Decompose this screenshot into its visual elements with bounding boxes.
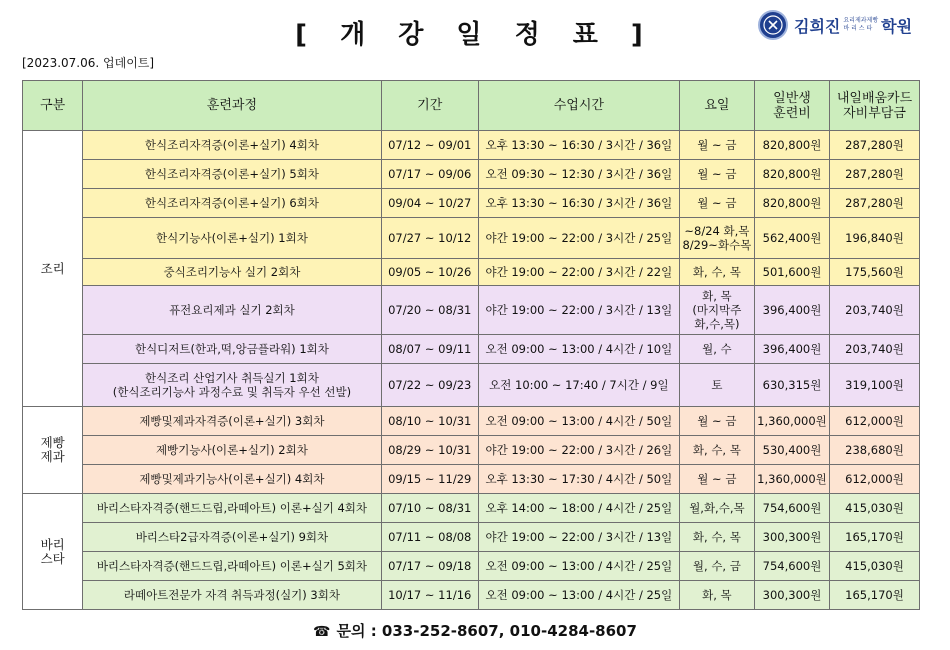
days-cell: 월 ~ 금 xyxy=(679,189,754,218)
course-cell: 제빵기능사(이론+실기) 2회차 xyxy=(83,436,381,465)
table-row xyxy=(23,523,920,552)
fee-cell: 300,300원 xyxy=(754,523,829,552)
header-course: 훈련과정 xyxy=(83,81,381,131)
fee-cell: 820,800원 xyxy=(754,189,829,218)
fee-cell: 396,400원 xyxy=(754,335,829,364)
days-cell: 월, 수, 금 xyxy=(679,552,754,581)
table-row xyxy=(23,364,920,407)
days-cell-line: (마지막주 xyxy=(692,303,742,317)
time-cell: 오후 13:30 ~ 16:30 / 3시간 / 36일 xyxy=(478,189,679,218)
card-cell: 175,560원 xyxy=(830,259,920,286)
logo-sub-line1: 요리제과제빵 xyxy=(843,17,879,24)
days-cell xyxy=(679,286,754,335)
time-cell: 오전 10:00 ~ 17:40 / 7시간 / 9일 xyxy=(478,364,679,407)
days-cell-line: 화, 목 xyxy=(702,289,732,303)
days-cell-line: 8/29~화수목 xyxy=(682,238,752,252)
card-cell: 287,280원 xyxy=(830,131,920,160)
days-cell: 월 ~ 금 xyxy=(679,160,754,189)
table-row xyxy=(23,436,920,465)
table-row xyxy=(23,335,920,364)
fee-cell: 530,400원 xyxy=(754,436,829,465)
days-cell: 월,화,수,목 xyxy=(679,494,754,523)
days-cell-line: 화,수,목) xyxy=(694,317,740,331)
category-label: 제과 xyxy=(40,449,65,464)
contact-text: 문의 : 033-252-8607, 010-4284-8607 xyxy=(336,622,637,640)
fee-cell: 754,600원 xyxy=(754,494,829,523)
logo-name: 김희진 xyxy=(794,16,841,36)
card-cell: 238,680원 xyxy=(830,436,920,465)
table-row xyxy=(23,552,920,581)
card-cell: 165,170원 xyxy=(830,581,920,610)
table-row xyxy=(23,218,920,259)
course-cell: 제빵및제과자격증(이론+실기) 3회차 xyxy=(83,407,381,436)
fee-cell: 630,315원 xyxy=(754,364,829,407)
table-row xyxy=(23,160,920,189)
table-row xyxy=(23,494,920,523)
academy-seal-icon xyxy=(758,10,788,40)
time-cell: 오전 09:00 ~ 13:00 / 4시간 / 50일 xyxy=(478,407,679,436)
category-label: 스타 xyxy=(40,550,65,566)
fee-cell: 1,360,000원 xyxy=(754,407,829,436)
fee-cell: 820,800원 xyxy=(754,131,829,160)
card-cell: 415,030원 xyxy=(830,494,920,523)
table-row xyxy=(23,581,920,610)
header-days: 요일 xyxy=(679,81,754,131)
fee-cell: 562,400원 xyxy=(754,218,829,259)
category-cell xyxy=(23,494,83,610)
schedule-table xyxy=(22,80,920,610)
days-cell: 화, 수, 목 xyxy=(679,523,754,552)
fee-cell: 501,600원 xyxy=(754,259,829,286)
course-cell: 라떼아트전문가 자격 취득과정(실기) 3회차 xyxy=(83,581,381,610)
logo-subtitle xyxy=(843,17,878,33)
time-cell: 오후 14:00 ~ 18:00 / 4시간 / 25일 xyxy=(478,494,679,523)
table-row xyxy=(23,407,920,436)
header-card xyxy=(830,81,920,131)
days-cell: 화, 수, 목 xyxy=(679,259,754,286)
fee-cell: 820,800원 xyxy=(754,160,829,189)
course-cell-line: 한식조리 산업기사 취득실기 1회차 xyxy=(145,371,319,385)
schedule-body xyxy=(23,131,920,610)
period-cell: 07/22 ~ 09/23 xyxy=(381,364,478,407)
period-cell: 08/07 ~ 09/11 xyxy=(381,335,478,364)
period-cell: 08/10 ~ 10/31 xyxy=(381,407,478,436)
time-cell: 오후 13:30 ~ 17:30 / 4시간 / 50일 xyxy=(478,465,679,494)
time-cell: 오전 09:00 ~ 13:00 / 4시간 / 10일 xyxy=(478,335,679,364)
course-cell: 바리스타자격증(핸드드립,라떼아트) 이론+실기 5회차 xyxy=(83,552,381,581)
days-cell: 월 ~ 금 xyxy=(679,465,754,494)
course-cell: 한식디저트(한과,떡,앙금플라워) 1회차 xyxy=(83,335,381,364)
time-cell: 야간 19:00 ~ 22:00 / 3시간 / 22일 xyxy=(478,259,679,286)
fee-cell: 300,300원 xyxy=(754,581,829,610)
days-cell: 화, 목 xyxy=(679,581,754,610)
period-cell: 08/29 ~ 10/31 xyxy=(381,436,478,465)
days-cell: 토 xyxy=(679,364,754,407)
period-cell: 07/27 ~ 10/12 xyxy=(381,218,478,259)
table-row xyxy=(23,189,920,218)
header-fee xyxy=(754,81,829,131)
period-cell: 07/17 ~ 09/06 xyxy=(381,160,478,189)
course-cell: 한식기능사(이론+실기) 1회차 xyxy=(83,218,381,259)
time-cell: 오전 09:00 ~ 13:00 / 4시간 / 25일 xyxy=(478,581,679,610)
category-cell xyxy=(23,131,83,407)
time-cell: 오후 13:30 ~ 16:30 / 3시간 / 36일 xyxy=(478,131,679,160)
header-category: 구분 xyxy=(23,81,83,131)
fee-cell: 396,400원 xyxy=(754,286,829,335)
time-cell: 야간 19:00 ~ 22:00 / 3시간 / 13일 xyxy=(478,523,679,552)
course-cell: 바리스타자격증(핸드드립,라떼아트) 이론+실기 4회차 xyxy=(83,494,381,523)
card-cell: 415,030원 xyxy=(830,552,920,581)
days-cell: 월 ~ 금 xyxy=(679,131,754,160)
card-cell: 196,840원 xyxy=(830,218,920,259)
period-cell: 07/12 ~ 09/01 xyxy=(381,131,478,160)
course-cell: 중식조리기능사 실기 2회차 xyxy=(83,259,381,286)
course-cell: 퓨전요리제과 실기 2회차 xyxy=(83,286,381,335)
card-cell: 319,100원 xyxy=(830,364,920,407)
days-cell: 월, 수 xyxy=(679,335,754,364)
card-cell: 287,280원 xyxy=(830,189,920,218)
header-fee-line2: 훈련비 xyxy=(773,105,811,121)
period-cell: 09/15 ~ 11/29 xyxy=(381,465,478,494)
course-cell: 한식조리자격증(이론+실기) 4회차 xyxy=(83,131,381,160)
course-cell-line: (한식조리기능사 과정수료 및 취득자 우선 선발) xyxy=(112,385,352,399)
card-cell: 203,740원 xyxy=(830,335,920,364)
period-cell: 07/11 ~ 08/08 xyxy=(381,523,478,552)
course-cell: 한식조리자격증(이론+실기) 6회차 xyxy=(83,189,381,218)
period-cell: 07/20 ~ 08/31 xyxy=(381,286,478,335)
time-cell: 오전 09:00 ~ 13:00 / 4시간 / 25일 xyxy=(478,552,679,581)
days-cell xyxy=(679,218,754,259)
course-cell xyxy=(83,364,381,407)
period-cell: 09/04 ~ 10/27 xyxy=(381,189,478,218)
page-title: [ 개 강 일 정 표 ] xyxy=(295,20,655,50)
header-row xyxy=(23,81,920,131)
card-cell: 165,170원 xyxy=(830,523,920,552)
category-label: 조리 xyxy=(40,260,65,276)
category-label: 제빵 xyxy=(40,435,65,450)
days-cell-line: ~8/24 화,목 xyxy=(684,224,750,238)
contact-info xyxy=(0,620,950,641)
card-cell: 203,740원 xyxy=(830,286,920,335)
period-cell: 09/05 ~ 10/26 xyxy=(381,259,478,286)
academy-logo xyxy=(758,8,920,42)
card-cell: 612,000원 xyxy=(830,407,920,436)
header-period: 기간 xyxy=(381,81,478,131)
time-cell: 야간 19:00 ~ 22:00 / 3시간 / 26일 xyxy=(478,436,679,465)
period-cell: 10/17 ~ 11/16 xyxy=(381,581,478,610)
period-cell: 07/10 ~ 08/31 xyxy=(381,494,478,523)
course-cell: 바리스타2급자격증(이론+실기) 9회차 xyxy=(83,523,381,552)
time-cell: 야간 19:00 ~ 22:00 / 3시간 / 25일 xyxy=(478,218,679,259)
category-cell xyxy=(23,407,83,494)
days-cell: 화, 수, 목 xyxy=(679,436,754,465)
header-fee-line1: 일반생 xyxy=(773,90,811,106)
days-cell: 월 ~ 금 xyxy=(679,407,754,436)
course-cell: 제빵및제과기능사(이론+실기) 4회차 xyxy=(83,465,381,494)
period-cell: 07/17 ~ 09/18 xyxy=(381,552,478,581)
header-time: 수업시간 xyxy=(478,81,679,131)
time-cell: 야간 19:00 ~ 22:00 / 3시간 / 13일 xyxy=(478,286,679,335)
course-cell: 한식조리자격증(이론+실기) 5회차 xyxy=(83,160,381,189)
category-label: 바리 xyxy=(40,536,65,552)
card-cell: 287,280원 xyxy=(830,160,920,189)
fee-cell: 1,360,000원 xyxy=(754,465,829,494)
fee-cell: 754,600원 xyxy=(754,552,829,581)
logo-sub-line2: 바 리 스 타 xyxy=(843,25,873,32)
header-card-line2: 자비부담금 xyxy=(843,105,906,121)
table-row xyxy=(23,131,920,160)
time-cell: 오전 09:30 ~ 12:30 / 3시간 / 36일 xyxy=(478,160,679,189)
table-row xyxy=(23,286,920,335)
update-date: [2023.07.06. 업데이트] xyxy=(22,56,155,70)
table-row xyxy=(23,259,920,286)
header-card-line1: 내일배움카드 xyxy=(836,90,913,106)
table-row xyxy=(23,465,920,494)
card-cell: 612,000원 xyxy=(830,465,920,494)
logo-suffix: 학원 xyxy=(881,16,913,36)
phone-icon: ☎ xyxy=(313,624,331,640)
